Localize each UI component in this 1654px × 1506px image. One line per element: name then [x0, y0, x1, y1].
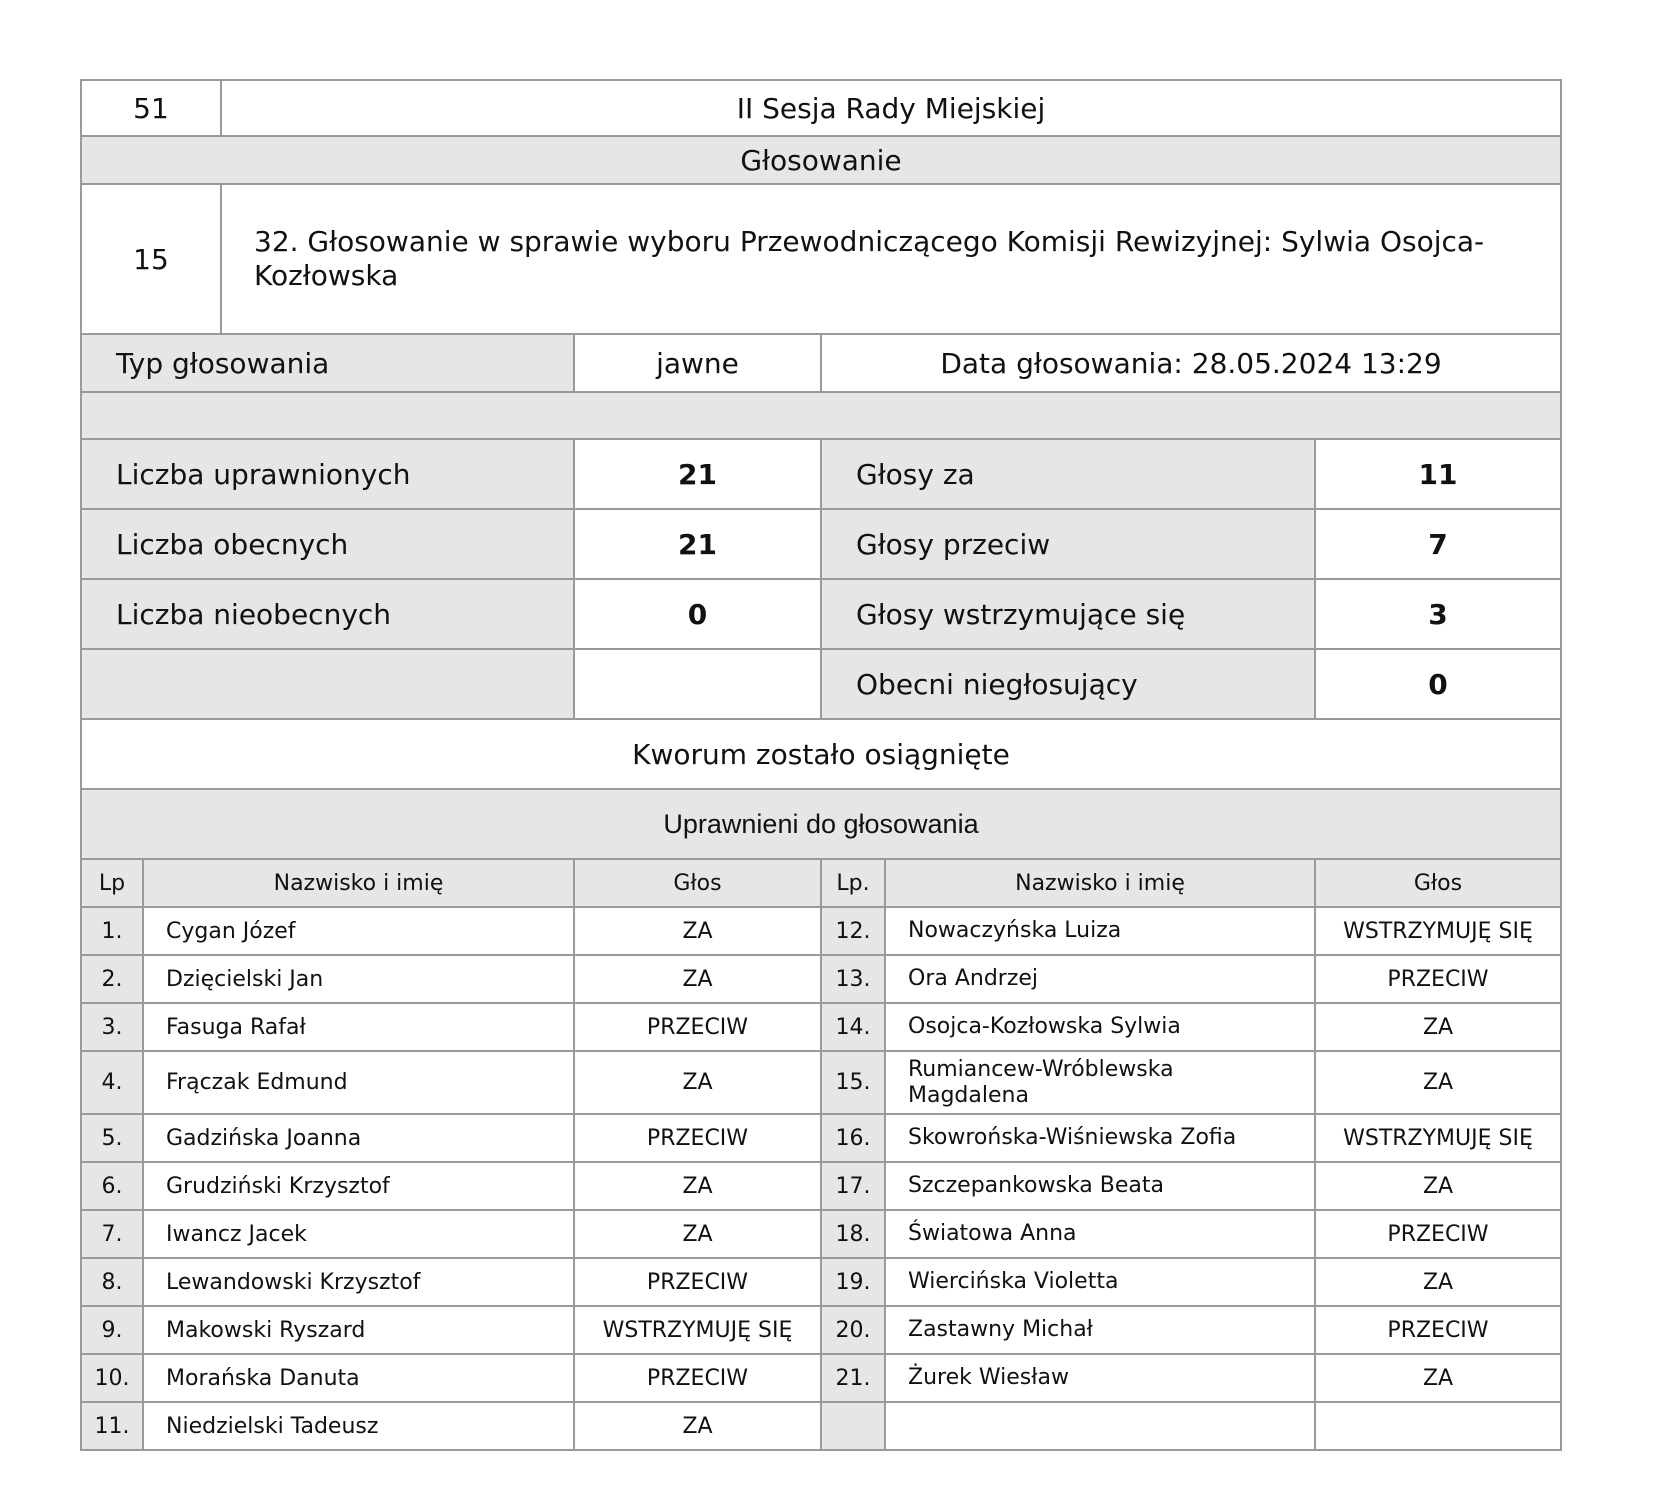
- votes-against-label: Głosy przeciw: [822, 510, 1316, 578]
- voter-name: Makowski Ryszard: [144, 1307, 575, 1353]
- voter-lp: 16.: [822, 1115, 886, 1161]
- session-number: 51: [82, 81, 222, 135]
- voter-lp: 5.: [82, 1115, 144, 1161]
- voter-lp: 3.: [82, 1004, 144, 1050]
- voter-vote: ZA: [1422, 1173, 1454, 1199]
- voter-name: Frączak Edmund: [144, 1052, 575, 1113]
- voter-vote: [1316, 1403, 1560, 1449]
- voter-name: Cygan Józef: [144, 908, 575, 954]
- stats-row-2: [80, 510, 1562, 580]
- voter-vote: PRZECIW: [1387, 1317, 1489, 1343]
- voter-vote: WSTRZYMUJĘ SIĘ: [1343, 1125, 1533, 1151]
- voter-lp: 13.: [822, 956, 886, 1002]
- vote-date-value: 28.05.2024 13:29: [1191, 346, 1442, 380]
- voter-lp: 19.: [822, 1259, 886, 1305]
- voter-name: Osojca-Kozłowska Sylwia: [886, 1004, 1316, 1050]
- stats-row-1: [80, 440, 1562, 510]
- voter-row: [80, 1004, 1562, 1052]
- voter-name: Światowa Anna: [886, 1211, 1316, 1257]
- session-header-row: [80, 79, 1562, 137]
- voter-row: [80, 1403, 1562, 1451]
- voter-lp: 14.: [822, 1004, 886, 1050]
- voter-vote: ZA: [575, 956, 822, 1002]
- voter-name: Szczepankowska Beata: [886, 1163, 1316, 1209]
- col-vote-left: Głos: [575, 860, 822, 906]
- vote-type-label: Typ głosowania: [82, 335, 575, 391]
- votes-abstain-label: Głosy wstrzymujące się: [822, 580, 1316, 648]
- voter-vote: ZA: [1422, 1269, 1454, 1295]
- voter-lp: 10.: [82, 1355, 144, 1401]
- voter-name: Gadzińska Joanna: [144, 1115, 575, 1161]
- voter-row: [80, 956, 1562, 1004]
- quorum-row: [80, 720, 1562, 790]
- vote-date-label: Data głosowania:: [940, 346, 1183, 380]
- voter-lp: 1.: [82, 908, 144, 954]
- voter-lp: 2.: [82, 956, 144, 1002]
- voter-vote: ZA: [575, 1211, 822, 1257]
- absent-label: Liczba nieobecnych: [82, 580, 575, 648]
- vote-type-value: jawne: [575, 335, 822, 391]
- voter-row: [80, 1259, 1562, 1307]
- voter-name: Skowrońska-Wiśniewska Zofia: [886, 1115, 1316, 1161]
- voter-vote: ZA: [1422, 1014, 1454, 1040]
- section-header-row: [80, 137, 1562, 185]
- voter-lp: 9.: [82, 1307, 144, 1353]
- voter-row: [80, 1163, 1562, 1211]
- voter-vote: PRZECIW: [575, 1004, 822, 1050]
- voter-row: [80, 1052, 1562, 1115]
- section-label: Głosowanie: [740, 143, 902, 177]
- voter-vote: ZA: [1422, 1070, 1454, 1095]
- voter-vote: ZA: [575, 1403, 822, 1449]
- eligible-value: 21: [575, 440, 822, 508]
- votes-against-value: 7: [1428, 527, 1448, 561]
- eligible-label: Liczba uprawnionych: [82, 440, 575, 508]
- voter-row: [80, 1211, 1562, 1259]
- voter-lp: 6.: [82, 1163, 144, 1209]
- col-lp-left: Lp: [82, 860, 144, 906]
- nonvoting-value: 0: [1428, 667, 1448, 701]
- votes-for-label: Głosy za: [822, 440, 1316, 508]
- voter-vote: ZA: [575, 1052, 822, 1113]
- vote-title: 32. Głosowanie w sprawie wyboru Przewodniczącego Komisji Rewizyjnej: Sylwia Osojca-Kozłowska: [254, 225, 1485, 292]
- voter-row: [80, 1355, 1562, 1403]
- voter-name: Ora Andrzej: [886, 956, 1316, 1002]
- voter-name: Morańska Danuta: [144, 1355, 575, 1401]
- voter-vote: ZA: [1422, 1365, 1454, 1391]
- voter-name: Rumiancew-Wróblewska Magdalena: [886, 1052, 1316, 1113]
- voter-lp: 20.: [822, 1307, 886, 1353]
- voter-name: Fasuga Rafał: [144, 1004, 575, 1050]
- voter-lp: 4.: [82, 1052, 144, 1113]
- voter-name: Grudziński Krzysztof: [144, 1163, 575, 1209]
- voter-lp: 12.: [822, 908, 886, 954]
- voters-column-headers: [80, 860, 1562, 908]
- voter-vote: ZA: [575, 1163, 822, 1209]
- voter-vote: PRZECIW: [575, 1115, 822, 1161]
- voter-lp: [822, 1403, 886, 1449]
- absent-value: 0: [575, 580, 822, 648]
- voter-lp: 18.: [822, 1211, 886, 1257]
- voter-vote: PRZECIW: [1387, 966, 1489, 992]
- empty-stat-label: [82, 650, 575, 718]
- separator-cell: [82, 393, 1560, 438]
- voter-lp: 15.: [822, 1052, 886, 1113]
- voters-table-body: [80, 908, 1562, 1451]
- voter-vote: WSTRZYMUJĘ SIĘ: [575, 1307, 822, 1353]
- col-name-right: Nazwisko i imię: [886, 860, 1316, 906]
- voter-lp: 8.: [82, 1259, 144, 1305]
- voter-lp: 21.: [822, 1355, 886, 1401]
- voter-vote: WSTRZYMUJĘ SIĘ: [1343, 918, 1533, 944]
- vote-number: 15: [82, 185, 222, 333]
- col-lp-right: Lp.: [822, 860, 886, 906]
- present-value: 21: [575, 510, 822, 578]
- voter-name: Iwancz Jacek: [144, 1211, 575, 1257]
- voter-row: [80, 1115, 1562, 1163]
- vote-info-row: [80, 335, 1562, 393]
- voter-vote: PRZECIW: [1387, 1221, 1489, 1247]
- stats-row-4: [80, 650, 1562, 720]
- votes-for-value: 11: [1418, 457, 1458, 491]
- col-name-left: Nazwisko i imię: [144, 860, 575, 906]
- voters-title: Uprawnieni do głosowania: [663, 808, 979, 839]
- voter-row: [80, 1307, 1562, 1355]
- voter-lp: 17.: [822, 1163, 886, 1209]
- voter-vote: PRZECIW: [575, 1259, 822, 1305]
- vote-title-row: [80, 185, 1562, 335]
- voter-lp: 11.: [82, 1403, 144, 1449]
- present-label: Liczba obecnych: [82, 510, 575, 578]
- voter-name: Żurek Wiesław: [886, 1355, 1316, 1401]
- voter-vote: ZA: [575, 908, 822, 954]
- empty-stat-value: [575, 650, 822, 718]
- voters-title-row: [80, 790, 1562, 860]
- separator-band: [80, 393, 1562, 440]
- voter-name: Wiercińska Violetta: [886, 1259, 1316, 1305]
- voter-name: Lewandowski Krzysztof: [144, 1259, 575, 1305]
- stats-row-3: [80, 580, 1562, 650]
- voter-name: Nowaczyńska Luiza: [886, 908, 1316, 954]
- col-vote-right: Głos: [1413, 870, 1463, 896]
- voter-name: Zastawny Michał: [886, 1307, 1316, 1353]
- voter-name: Dzięcielski Jan: [144, 956, 575, 1002]
- nonvoting-label: Obecni niegłosujący: [822, 650, 1316, 718]
- votes-abstain-value: 3: [1428, 597, 1448, 631]
- session-title: II Sesja Rady Miejskiej: [736, 91, 1046, 125]
- vote-date: [822, 335, 1560, 391]
- voter-name: Niedzielski Tadeusz: [144, 1403, 575, 1449]
- voter-vote: PRZECIW: [575, 1355, 822, 1401]
- voting-report: [80, 79, 1562, 1451]
- voter-row: [80, 908, 1562, 956]
- voter-lp: 7.: [82, 1211, 144, 1257]
- voter-name: [886, 1403, 1316, 1449]
- quorum-status: Kworum zostało osiągnięte: [632, 737, 1010, 771]
